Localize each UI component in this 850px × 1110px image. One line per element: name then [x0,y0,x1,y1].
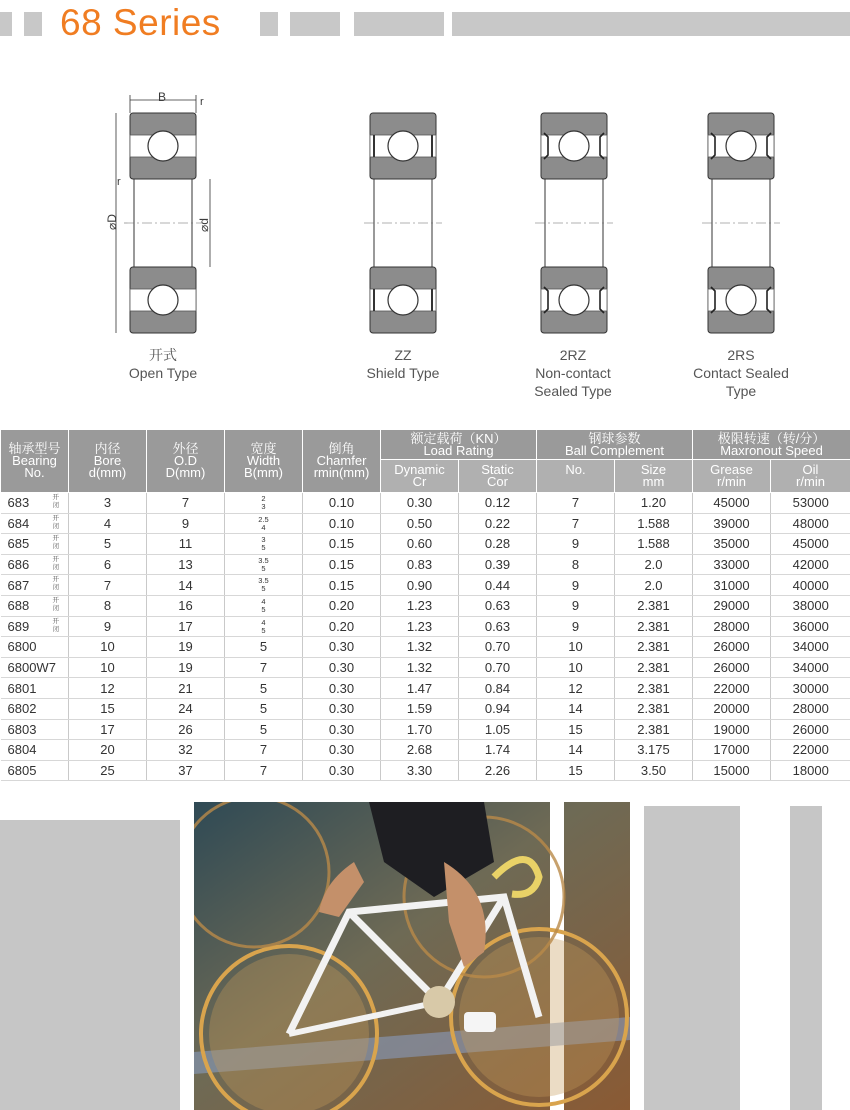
load-rating-header: 额定载荷（KN） Load Rating [381,430,537,460]
cell-balls: 15 [537,719,615,740]
chamfer-header: 倒角 Chamfer rmin(mm) [303,430,381,493]
cell-stat: 0.12 [459,493,537,514]
seal-type-mark: 开 闭 [52,596,59,612]
cell-dyn: 2.68 [381,740,459,761]
cell-od: 14 [147,575,225,596]
cell-stat: 0.28 [459,534,537,555]
bearing-diagrams [0,50,850,420]
grease-header: Grease r/min [693,460,771,493]
zz-shield-drawing [364,113,442,333]
seal-type-mark: 开 闭 [52,576,59,592]
header-bar [0,12,12,36]
header-bar [24,12,42,36]
cell-size: 2.381 [615,657,693,678]
gray-panel [0,820,180,1110]
cell-width [225,616,303,637]
cell-oil: 34000 [771,637,850,658]
cell-size: 2.0 [615,575,693,596]
cell-stat: 0.39 [459,554,537,575]
cell-chamfer: 0.15 [303,575,381,596]
table-row [1,616,850,637]
dim-bore-label: ⌀d [196,218,211,232]
table-row [1,575,850,596]
width-fraction: 2.5 4 [258,514,269,532]
cell-stat: 0.22 [459,513,537,534]
cell-size: 2.0 [615,554,693,575]
width-fraction: 4 5 [261,617,266,635]
cell-size: 2.381 [615,719,693,740]
cell-grease: 19000 [693,719,771,740]
oil-header: Oil r/min [771,460,850,493]
cell-bore: 20 [69,740,147,761]
bearing-diagram-svg [0,50,850,350]
table-row [1,760,850,781]
size-header: Size mm [615,460,693,493]
spec-table [0,429,850,781]
caption-cn: 开式 [149,347,177,363]
cell-balls: 10 [537,637,615,658]
seal-type-mark: 开 闭 [52,535,59,551]
cell-width: 5 [225,698,303,719]
cell-bore: 4 [69,513,147,534]
width-fraction: 2 3 [261,494,266,512]
cell-bore: 3 [69,493,147,514]
cell-no: 684 开 闭 [1,513,69,534]
cell-dyn: 0.60 [381,534,459,555]
cell-width: 5 [225,678,303,699]
gray-panel [790,806,822,1110]
caption-en: Sealed Type [534,383,612,399]
cell-balls: 9 [537,595,615,616]
cell-oil: 28000 [771,698,850,719]
cell-size: 2.381 [615,616,693,637]
cell-grease: 28000 [693,616,771,637]
width-header: 宽度 Width B(mm) [225,430,303,493]
cell-chamfer: 0.30 [303,719,381,740]
bore-header: 内径 Bore d(mm) [69,430,147,493]
cell-chamfer: 0.15 [303,554,381,575]
cell-bore: 17 [69,719,147,740]
seal-type-mark: 开 闭 [52,555,59,571]
cell-dyn: 1.70 [381,719,459,740]
cell-balls: 8 [537,554,615,575]
cell-stat: 0.84 [459,678,537,699]
cell-dyn: 1.23 [381,595,459,616]
cell-no: 688 开 闭 [1,595,69,616]
dim-od-label: ⌀D [104,214,119,230]
cell-grease: 26000 [693,637,771,658]
cell-size: 3.175 [615,740,693,761]
cell-oil: 34000 [771,657,850,678]
cell-bore: 10 [69,637,147,658]
cell-chamfer: 0.30 [303,740,381,761]
cell-no: 685 开 闭 [1,534,69,555]
cell-bore: 9 [69,616,147,637]
page-title: 68 Series [60,2,221,43]
width-fraction: 4 5 [261,597,266,615]
cell-width [225,534,303,555]
cell-oil: 38000 [771,595,850,616]
static-header: Static Cor [459,460,537,493]
cell-stat: 2.26 [459,760,537,781]
cell-stat: 0.70 [459,657,537,678]
cell-chamfer: 0.30 [303,760,381,781]
cell-size: 2.381 [615,698,693,719]
cell-size: 3.50 [615,760,693,781]
cell-width: 7 [225,657,303,678]
gray-panel [644,806,740,1110]
cell-balls: 10 [537,657,615,678]
cell-no: 6800 [1,637,69,658]
cell-no: 6802 [1,698,69,719]
cell-width [225,595,303,616]
cell-grease: 26000 [693,657,771,678]
cell-no: 683 开 闭 [1,493,69,514]
cell-oil: 22000 [771,740,850,761]
cell-chamfer: 0.10 [303,493,381,514]
dynamic-header: Dynamic Cr [381,460,459,493]
cell-chamfer: 0.30 [303,637,381,658]
caption-code: ZZ [394,347,412,363]
cell-width: 7 [225,760,303,781]
cell-dyn: 0.30 [381,493,459,514]
cell-od: 16 [147,595,225,616]
cell-stat: 1.74 [459,740,537,761]
cell-od: 7 [147,493,225,514]
cell-width [225,493,303,514]
cell-balls: 7 [537,513,615,534]
cell-od: 13 [147,554,225,575]
cell-oil: 45000 [771,534,850,555]
cell-oil: 42000 [771,554,850,575]
caption-en: Contact Sealed [693,365,789,381]
caption-code: 2RZ [559,347,587,363]
cell-grease: 35000 [693,534,771,555]
width-fraction: 3 5 [261,535,266,553]
cell-oil: 48000 [771,513,850,534]
cell-chamfer: 0.20 [303,595,381,616]
cell-size: 1.20 [615,493,693,514]
table-row [1,554,850,575]
cell-od: 21 [147,678,225,699]
cell-grease: 45000 [693,493,771,514]
table-row [1,719,850,740]
speed-header: 极限转速（转/分） Maxronout Speed [693,430,850,460]
cell-chamfer: 0.20 [303,616,381,637]
cell-od: 17 [147,616,225,637]
cell-dyn: 1.59 [381,698,459,719]
open-type-caption [103,346,223,382]
cell-width: 5 [225,719,303,740]
table-row [1,637,850,658]
spec-table-body [1,493,850,781]
od-header: 外径 O.D D(mm) [147,430,225,493]
table-row [1,698,850,719]
cell-dyn: 1.47 [381,678,459,699]
table-row [1,493,850,514]
header-bar [452,12,850,36]
cell-width: 5 [225,637,303,658]
page-header [0,0,850,48]
cell-oil: 18000 [771,760,850,781]
caption-en: Non-contact [535,365,611,381]
cell-dyn: 3.30 [381,760,459,781]
cell-stat: 0.44 [459,575,537,596]
cell-od: 19 [147,657,225,678]
cell-stat: 0.63 [459,616,537,637]
cell-bore: 8 [69,595,147,616]
cell-chamfer: 0.30 [303,678,381,699]
cell-no: 6804 [1,740,69,761]
seal-type-mark: 开 闭 [52,514,59,530]
cell-size: 2.381 [615,678,693,699]
cyclist-photo [194,802,630,1110]
header-bar [290,12,340,36]
table-row [1,534,850,555]
cell-bore: 15 [69,698,147,719]
cell-grease: 17000 [693,740,771,761]
cell-stat: 1.05 [459,719,537,740]
cell-bore: 10 [69,657,147,678]
cell-balls: 7 [537,493,615,514]
cell-balls: 9 [537,575,615,596]
seal-type-mark: 开 闭 [52,617,59,633]
cell-oil: 26000 [771,719,850,740]
cell-od: 37 [147,760,225,781]
cell-od: 32 [147,740,225,761]
cell-bore: 7 [69,575,147,596]
table-row [1,740,850,761]
cell-no: 6800W7 [1,657,69,678]
table-row [1,595,850,616]
zz-caption [343,346,463,382]
seal-type-mark: 开 闭 [52,494,59,509]
cell-od: 24 [147,698,225,719]
cell-width [225,554,303,575]
cell-bore: 12 [69,678,147,699]
cell-oil: 30000 [771,678,850,699]
cell-grease: 31000 [693,575,771,596]
caption-code: 2RS [727,347,755,363]
header-bar [354,12,444,36]
cell-od: 26 [147,719,225,740]
cell-dyn: 1.23 [381,616,459,637]
cell-grease: 39000 [693,513,771,534]
cell-grease: 15000 [693,760,771,781]
cell-od: 19 [147,637,225,658]
cell-grease: 29000 [693,595,771,616]
cell-chamfer: 0.10 [303,513,381,534]
cell-balls: 15 [537,760,615,781]
cell-oil: 36000 [771,616,850,637]
cell-stat: 0.70 [459,637,537,658]
cell-chamfer: 0.30 [303,657,381,678]
cell-size: 1.588 [615,513,693,534]
caption-en: Type [725,383,757,399]
cell-stat: 0.63 [459,595,537,616]
table-row [1,513,850,534]
cell-no: 6801 [1,678,69,699]
cell-no: 686 开 闭 [1,554,69,575]
open-type-drawing [116,95,210,333]
cell-grease: 33000 [693,554,771,575]
2rs-caption [676,346,806,400]
cell-size: 1.588 [615,534,693,555]
cell-dyn: 0.83 [381,554,459,575]
cell-grease: 22000 [693,678,771,699]
cell-oil: 53000 [771,493,850,514]
cell-width [225,575,303,596]
cell-grease: 20000 [693,698,771,719]
cell-bore: 5 [69,534,147,555]
ball-complement-header: 钢球参数 Ball Complement [537,430,693,460]
width-fraction: 3.5 5 [258,555,269,573]
cell-size: 2.381 [615,595,693,616]
2rs-seal-drawing [702,113,780,333]
cell-balls: 9 [537,616,615,637]
cell-dyn: 0.50 [381,513,459,534]
dim-b-label: B [158,90,167,104]
2rz-seal-drawing [535,113,613,333]
caption-en: Shield Type [366,365,440,381]
cell-no: 689 开 闭 [1,616,69,637]
cell-stat: 0.94 [459,698,537,719]
cell-no: 6803 [1,719,69,740]
2rz-caption [508,346,638,400]
cell-oil: 40000 [771,575,850,596]
cell-size: 2.381 [615,637,693,658]
cell-no: 687 开 闭 [1,575,69,596]
cell-width [225,513,303,534]
cell-dyn: 1.32 [381,657,459,678]
cell-balls: 9 [537,534,615,555]
photo-section [0,800,850,1110]
width-fraction: 3.5 5 [258,576,269,594]
cell-balls: 14 [537,740,615,761]
table-row [1,678,850,699]
bearing-no-header: 轴承型号 Bearing No. [1,430,69,493]
ball-no-header: No. [537,460,615,493]
dim-r-label: r [117,176,121,188]
cell-balls: 14 [537,698,615,719]
cell-balls: 12 [537,678,615,699]
cell-no: 6805 [1,760,69,781]
cell-chamfer: 0.30 [303,698,381,719]
caption-en: Open Type [128,365,198,381]
cell-bore: 25 [69,760,147,781]
cell-width: 7 [225,740,303,761]
cell-od: 11 [147,534,225,555]
cell-od: 9 [147,513,225,534]
cell-dyn: 1.32 [381,637,459,658]
cell-bore: 6 [69,554,147,575]
cell-chamfer: 0.15 [303,534,381,555]
dim-r-label: r [200,96,204,108]
table-row [1,657,850,678]
header-bar [260,12,278,36]
cell-dyn: 0.90 [381,575,459,596]
